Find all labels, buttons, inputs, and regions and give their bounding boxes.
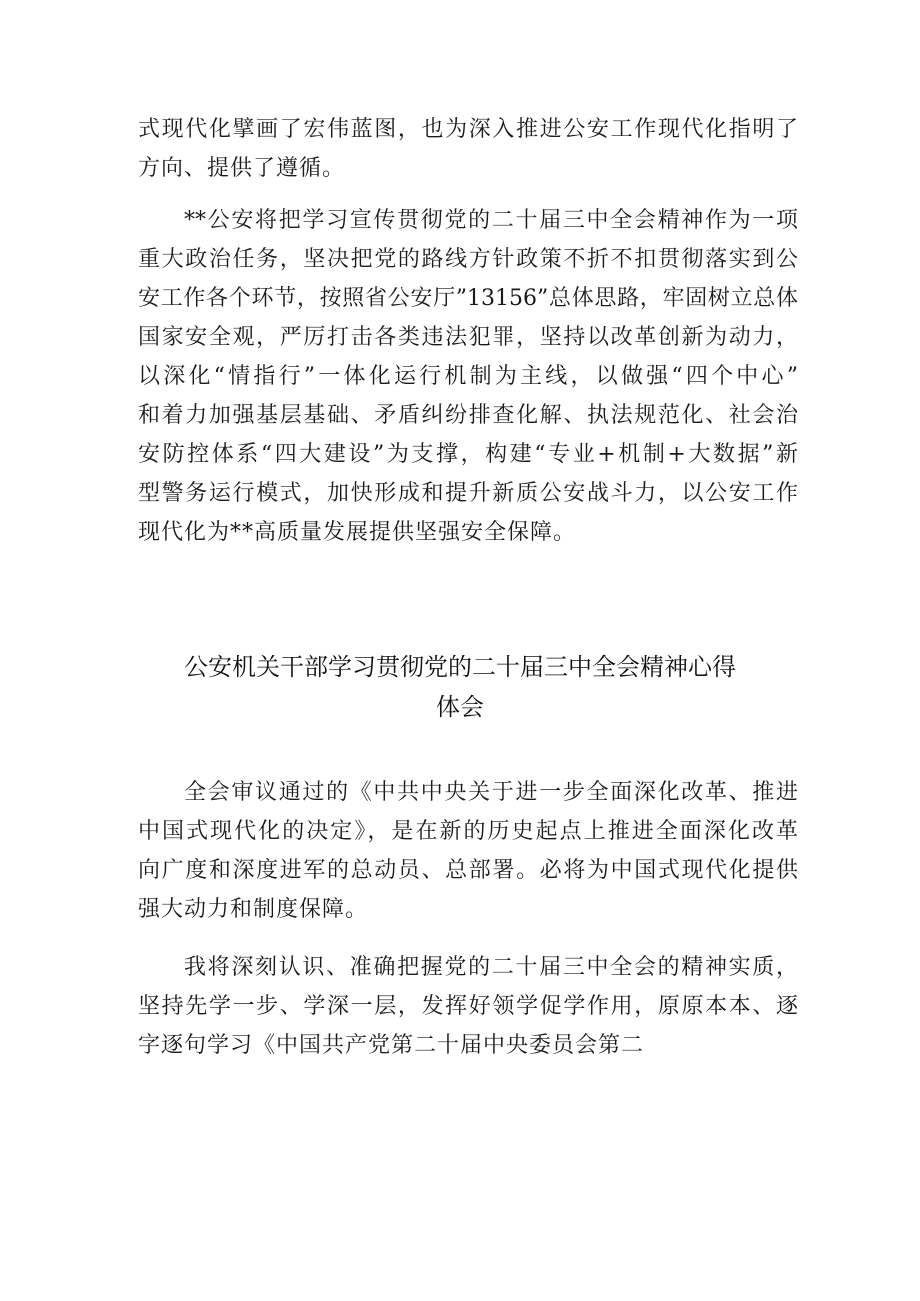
text-line: 现代化为**高质量发展提供坚强安全保障。 [138, 520, 577, 545]
text-line: **公安将把学习宣传贯彻党的二十届三中全会精神作为一项 [184, 208, 798, 233]
text-line: 中国式现代化的决定》，是在新的历史起点上推进全面深化改革 [138, 819, 798, 844]
text-line: 以深化“情指行”一体化运行机制为主线，以做强“四个中心” [138, 364, 798, 389]
text-line: 强大动力和制度保障。 [138, 897, 369, 922]
section-title-continuation: 体会 [436, 693, 484, 721]
text-line: 字逐句学习《中国共产党第二十届中央委员会第二 [138, 1033, 645, 1058]
paragraph-personal-commitment [138, 948, 798, 1065]
text-line: 坚持先学一步、学深一层，发挥好领学促学作用，原原本本、逐 [138, 994, 798, 1019]
text-line: 国家安全观，严厉打击各类违法犯罪，坚持以改革创新为动力， [138, 325, 798, 350]
text-line: 安工作各个环节，按照省公安厅”13156”总体思路，牢固树立总体 [138, 286, 798, 311]
text-line: 我将深刻认识、准确把握党的二十届三中全会的精神实质， [184, 955, 798, 980]
text-line: 式现代化擘画了宏伟蓝图，也为深入推进公安工作现代化指明了 [138, 117, 798, 142]
paragraph-continuation [138, 110, 798, 188]
text-line: 方向、提供了遵循。 [138, 156, 346, 181]
text-line: 型警务运行模式，加快形成和提升新质公安战斗力，以公安工作 [138, 481, 798, 506]
text-line: 向广度和深度进军的总动员、总部署。必将为中国式现代化提供 [138, 858, 798, 883]
section-title: 公安机关干部学习贯彻党的二十届三中全会精神心得 [184, 653, 736, 681]
text-line: 全会审议通过的《中共中央关于进一步全面深化改革、推进 [184, 780, 798, 805]
text-line: 安防控体系“四大建设”为支撑，构建“专业+机制+大数据”新 [138, 442, 798, 467]
text-line: 重大政治任务，坚决把党的路线方针政策不折不扣贯彻落实到公 [138, 247, 798, 272]
paragraph-plenum-decision [138, 773, 798, 929]
text-line: 和着力加强基层基础、矛盾纠纷排查化解、执法规范化、社会治 [138, 403, 798, 428]
paragraph-public-security-plan [138, 201, 798, 552]
